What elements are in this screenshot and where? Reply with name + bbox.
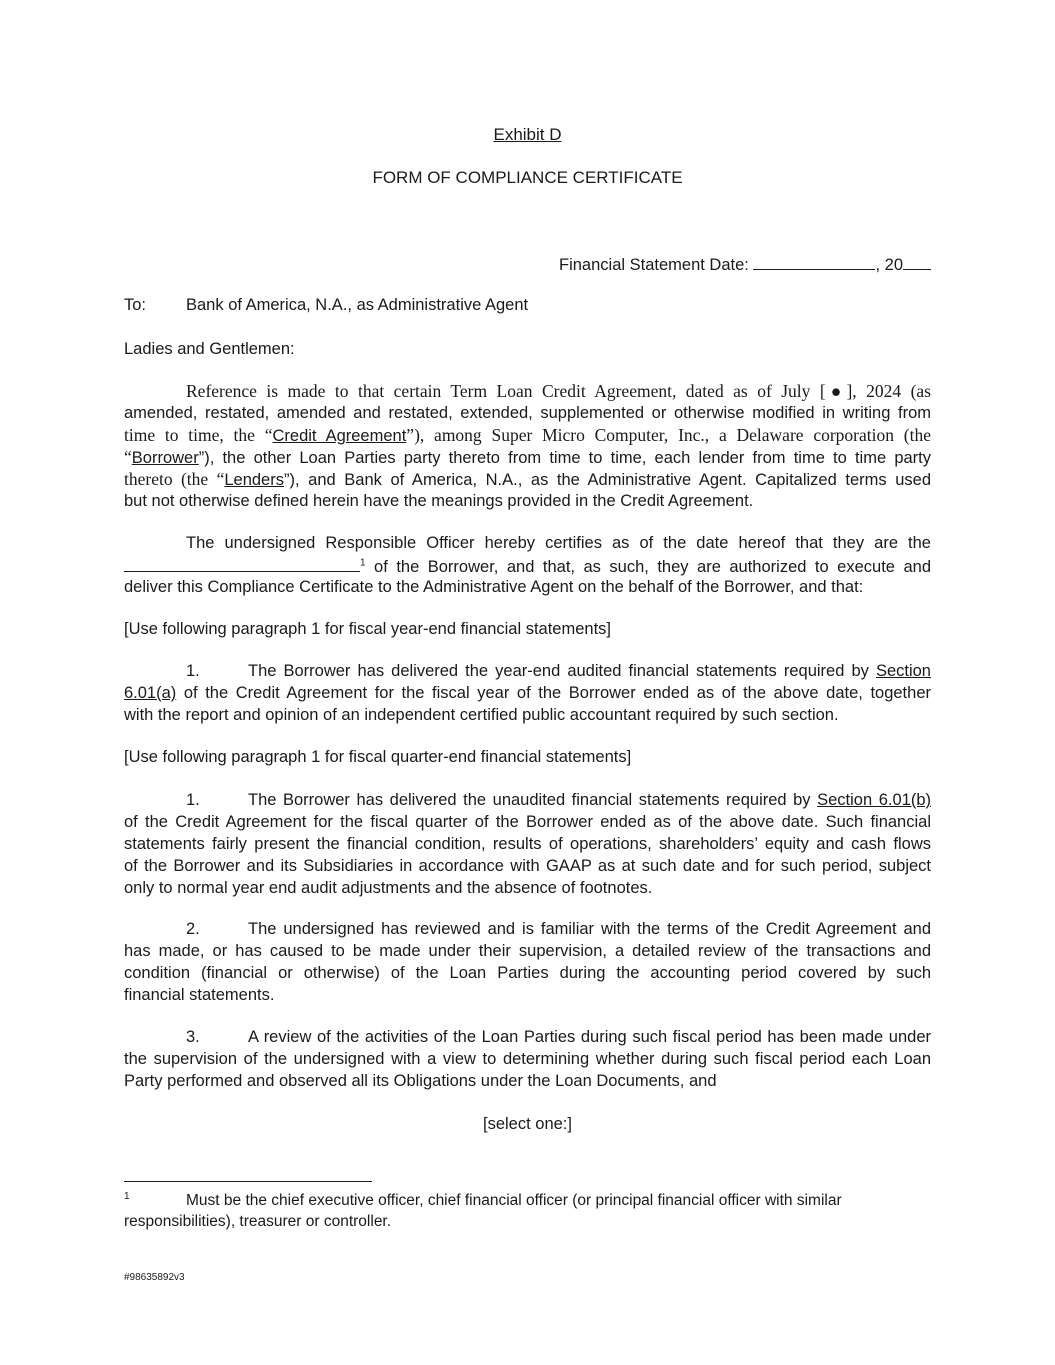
document-page bbox=[124, 0, 931, 1365]
intro-line-2: amended, restated, amended and restated, extended, supplemented or otherwise modified in writing from bbox=[124, 404, 931, 422]
exhibit-heading: Exhibit D bbox=[493, 125, 562, 144]
select-one-instruction: [select one:] bbox=[483, 1115, 572, 1133]
footnote-separator bbox=[124, 1181, 372, 1182]
section-ref: 6.01(a) bbox=[124, 684, 177, 702]
addressee bbox=[124, 294, 528, 316]
salutation: Ladies and Gentlemen: bbox=[124, 340, 295, 358]
paragraph-number: 1. bbox=[186, 662, 200, 680]
intro-line-6: but not otherwise defined herein have the meanings provided in the Credit Agreement. bbox=[124, 492, 754, 510]
certification-paragraph: The undersigned Responsible Officer hereby certifies as of the date hereof that they are the $^1$ of the Borrower, and that, as such, they are authorized to execute and deliver this Compliance Certificate to the Administrative Agent on the behalf of the Borrower, and that: bbox=[124, 534, 931, 596]
intro-line-1: Reference is made to that certain Term Loan Credit Agreement, dated as of July [●], 2024 (as bbox=[186, 381, 931, 401]
document-title: FORM OF COMPLIANCE CERTIFICATE bbox=[372, 168, 683, 187]
date-label: Financial Statement Date: bbox=[559, 256, 749, 274]
paragraph-number: 1. bbox=[186, 791, 200, 809]
bracket-instruction-quarter-end: [Use following paragraph 1 for fiscal quarter-end financial statements] bbox=[124, 748, 632, 766]
defined-term-lenders: Lenders bbox=[224, 471, 284, 489]
to-value: Bank of America, N.A., as Administrative Agent bbox=[186, 296, 529, 314]
certify-line-1: The undersigned Responsible Officer hereby certifies as of the date hereof that they are the bbox=[186, 534, 931, 552]
date-year-prefix: , 20 bbox=[875, 256, 903, 274]
defined-term-borrower: Borrower bbox=[131, 449, 199, 467]
footnote-line-1: Must be the chief executive officer, chief financial officer (or principal financial officer with similar bbox=[186, 1192, 842, 1209]
paragraph-2: 2. The undersigned has reviewed and is familiar with the terms of the Credit Agreement and has made, or has caused to be made under their supervision, a detailed review of the transactions and condition (financial or otherwise) of the Loan Parties during the accounting period covered by such financial statements. bbox=[124, 920, 931, 1004]
footnote bbox=[124, 1190, 931, 1232]
document-id: #98635892v3 bbox=[124, 1272, 185, 1283]
paragraph-1-year-end: 1. The Borrower has delivered the year-end audited financial statements required by Section 6.01(a) of the Credit Agreement for the fiscal year of the Borrower ended as of the above date, together with the report and opinion of an independent certified public accountant required by such section. bbox=[124, 662, 931, 724]
section-ref: Section bbox=[875, 662, 931, 680]
officer-title-blank bbox=[124, 554, 360, 572]
footnote-number: 1 bbox=[124, 1191, 130, 1202]
section-ref: Section 6.01(b) bbox=[817, 791, 931, 809]
defined-term-credit-agreement: Credit Agreement bbox=[272, 427, 407, 445]
to-label: To: bbox=[124, 296, 147, 314]
date-blank bbox=[753, 252, 875, 270]
footnote-line-2: responsibilities), treasurer or controller. bbox=[124, 1213, 392, 1230]
footnote-ref: 1 bbox=[360, 557, 366, 569]
certify-line-3: deliver this Compliance Certificate to the Administrative Agent on the behalf of the Borrower, and that: bbox=[124, 578, 864, 596]
paragraph-number: 2. bbox=[186, 920, 200, 938]
financial-statement-date bbox=[559, 252, 931, 276]
paragraph-1-quarter-end: 1. The Borrower has delivered the unaudited financial statements required by Section 6.01(b) of the Credit Agreement for the fiscal quarter of the Borrower ended as of the above date. Such financial statements fairly present the financial condition, results of operations, shareholders’ equity and cash flows of the Borrower and its Subsidiaries in accordance with GAAP as at such date and for such period, subject only to normal year end audit adjustments and the absence of footnotes. bbox=[124, 791, 931, 897]
intro-paragraph: Reference is made to that certain Term Loan Credit Agreement, dated as of July [●], 2024 (as amended, restated, amended and restated, extended, supplemented or otherwise modified in writing from time to time, the “Credit Agreement”), among Super Micro Computer, Inc., a Delaware corporation (the “Borrower”), the other Loan Parties party thereto from time to time, each lender from time to time party thereto (the “Lenders”), and Bank of America, N.A., as the Administrative Agent. Capitalized terms used but not otherwise defined herein have the meanings provided in the Credit Agreement. bbox=[124, 381, 931, 510]
bracket-instruction-year-end: [Use following paragraph 1 for fiscal year-end financial statements] bbox=[124, 620, 611, 638]
paragraph-number: 3. bbox=[186, 1028, 200, 1046]
year-blank bbox=[903, 252, 931, 270]
paragraph-3: 3. A review of the activities of the Loan Parties during such fiscal period has been made under the supervision of the undersigned with a view to determining whether during such fiscal period each Loan Party performed and observed all its Obligations under the Loan Documents, and bbox=[124, 1028, 931, 1090]
